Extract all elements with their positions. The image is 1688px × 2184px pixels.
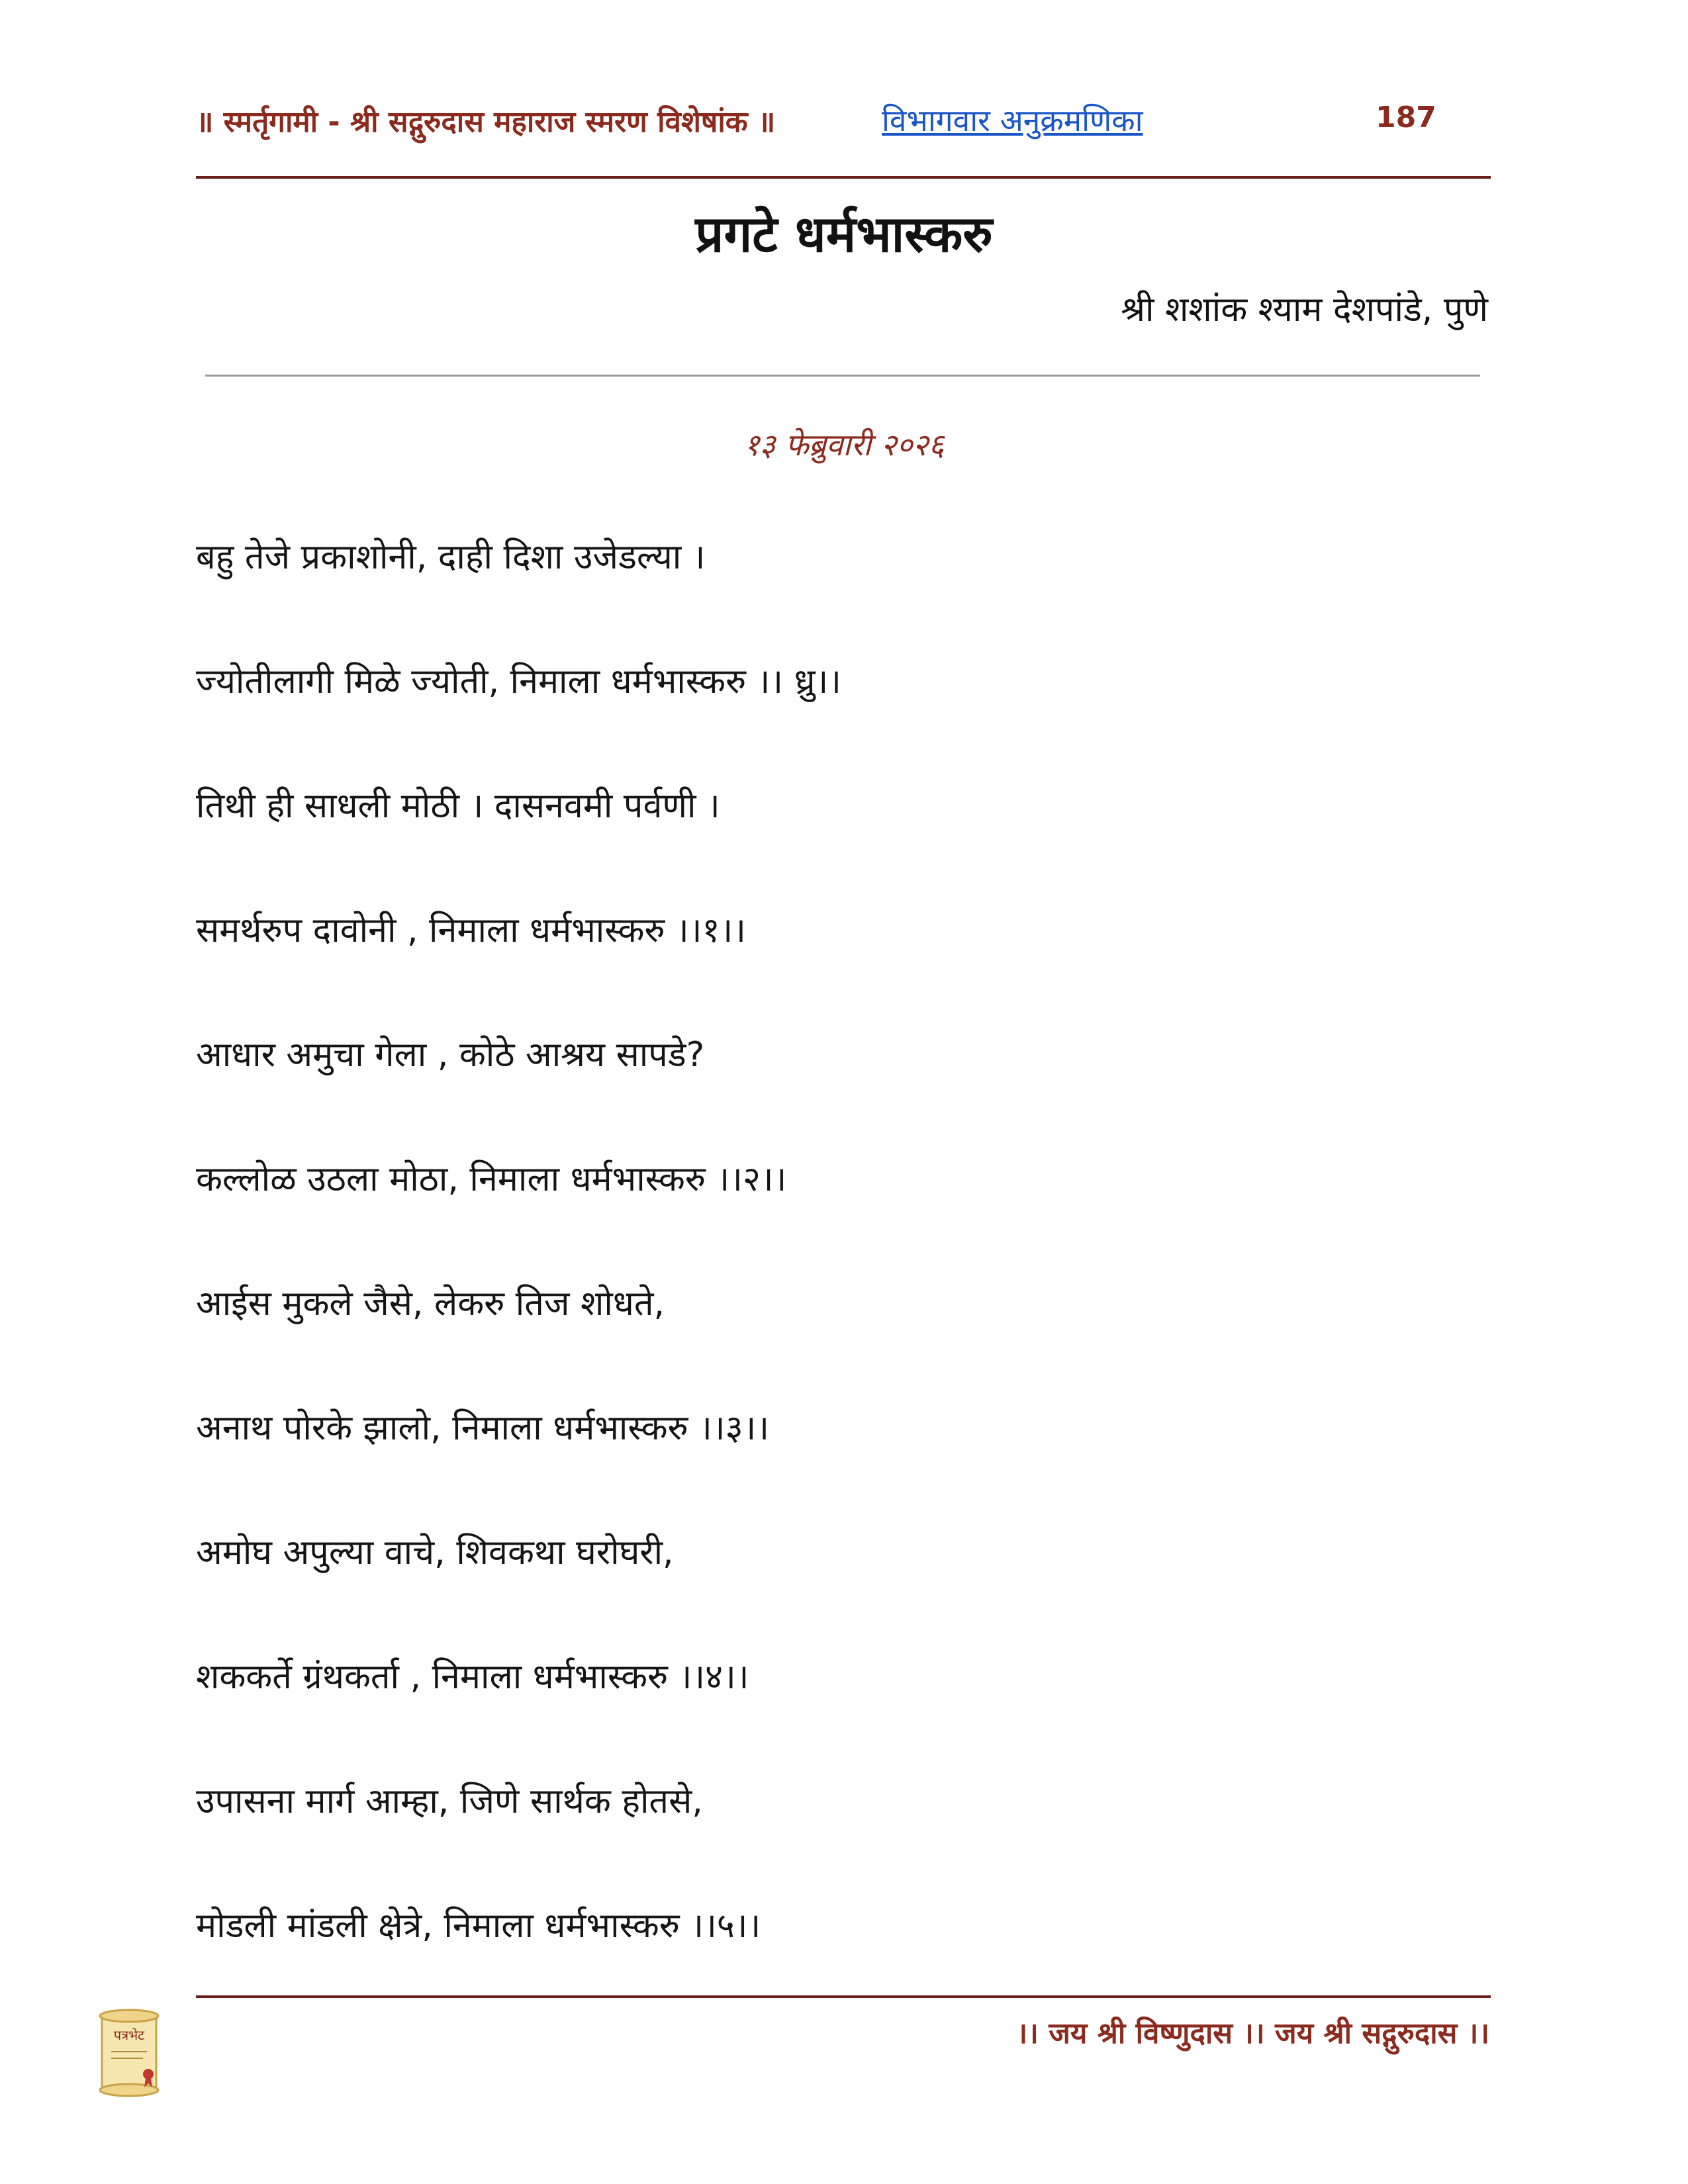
poem-line: तिथी ही साधली मोठी । दासनवमी पर्वणी । (196, 786, 720, 826)
logo-label: पत्रभेट (113, 2027, 145, 2043)
scroll-icon (93, 2005, 165, 2098)
poem-line: आधार अमुचा गेला , कोठे आश्रय सापडे? (196, 1035, 705, 1075)
author-name: श्री शशांक श्याम देशपांडे, पुणे (1121, 290, 1488, 330)
poem-line: अमोघ अपुल्या वाचे, शिवकथा घरोघरी, (196, 1533, 674, 1572)
stanza (196, 536, 1493, 703)
poem-line: बहु तेजे प्रकाशोनी, दाही दिशा उजेडल्या । (196, 537, 706, 577)
poem-title: प्रगटे धर्मभास्करु (695, 205, 993, 263)
footer-slogan: ।। जय श्री विष्णुदास ।। जय श्री सद्गुरुदास ।। (1016, 2017, 1489, 2050)
poem-line: कल्लोळ उठला मोठा, निमाला धर्मभास्करु ।।२।। (196, 1160, 787, 1199)
page-number: 187 (1376, 101, 1436, 134)
stanza (196, 1283, 1493, 1449)
poem-body (196, 536, 1493, 2029)
issue-title: ॥ स्मर्तृगामी - श्री सद्गुरुदास महाराज स्मरण विशेषांक ॥ (196, 105, 776, 139)
stanza (196, 1780, 1493, 1947)
poem-date: १३ फेब्रुवारी २०२६ (743, 427, 945, 463)
poem-line: समर्थरुप दावोनी , निमाला धर्मभास्करु ।।१।। (196, 911, 746, 950)
poem-line: मोडली मांडली क्षेत्रे, निमाला धर्मभास्करु ।।५।। (196, 1906, 761, 1946)
poem-line: शककर्ते ग्रंथकर्ता , निमाला धर्मभास्करु ।।४।। (196, 1657, 749, 1697)
stanza (196, 1034, 1493, 1201)
footer-divider (196, 1995, 1491, 1998)
header-divider (196, 176, 1491, 179)
stanza (196, 785, 1493, 952)
poem-line: अनाथ पोरके झालो, निमाला धर्मभास्करु ।।३।। (196, 1408, 770, 1448)
poem-line: उपासना मार्ग आम्हा, जिणे सार्थक होतसे, (196, 1782, 703, 1821)
title-divider (205, 375, 1480, 377)
stanza (196, 1531, 1493, 1698)
poem-line: आईस मुकले जैसे, लेकरु तिज शोधते, (196, 1284, 665, 1324)
index-link[interactable]: विभागवार अनुक्रमणिका (882, 103, 1143, 138)
poem-line: ज्योतीलागी मिळे ज्योती, निमाला धर्मभास्करु ।। ध्रु।। (196, 662, 842, 702)
